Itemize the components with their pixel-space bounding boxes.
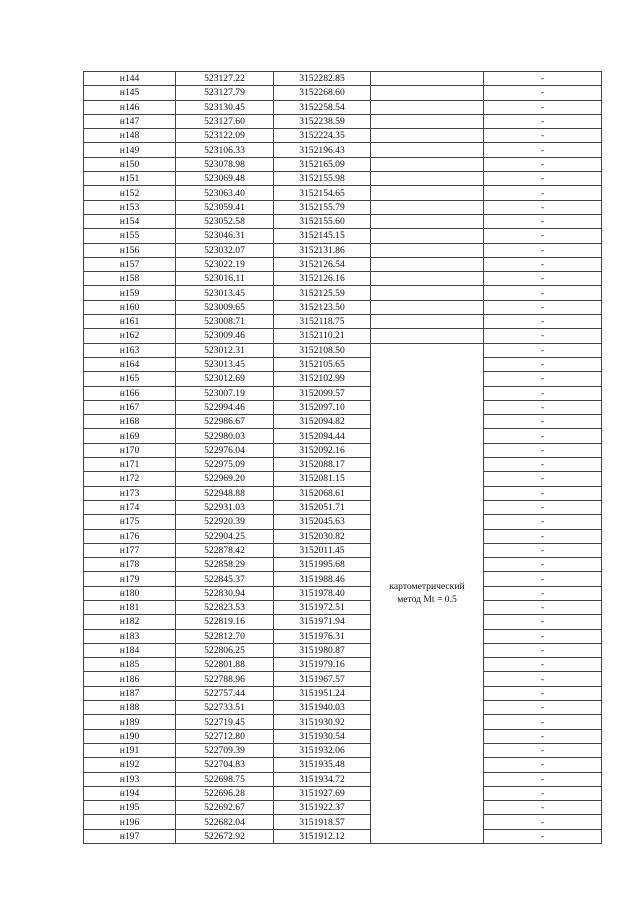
y-coordinate-cell: 3152131.86 xyxy=(274,243,371,257)
y-coordinate-cell: 3152155.60 xyxy=(274,214,371,228)
point-name-cell: н158 xyxy=(84,272,176,286)
y-coordinate-cell: 3152118.75 xyxy=(274,315,371,329)
x-coordinate-cell: 523046.31 xyxy=(176,229,274,243)
dash-cell: - xyxy=(484,343,602,357)
y-coordinate-cell: 3151935.48 xyxy=(274,758,371,772)
table-row xyxy=(84,172,602,186)
y-coordinate-cell: 3152099.57 xyxy=(274,386,371,400)
x-coordinate-cell: 522858.29 xyxy=(176,558,274,572)
method-cell-empty xyxy=(371,129,484,143)
y-coordinate-cell: 3152126.16 xyxy=(274,272,371,286)
x-coordinate-cell: 523063.40 xyxy=(176,186,274,200)
table-row xyxy=(84,572,602,586)
point-name-cell: н146 xyxy=(84,100,176,114)
point-name-cell: н193 xyxy=(84,772,176,786)
point-name-cell: н178 xyxy=(84,558,176,572)
y-coordinate-cell: 3152126.54 xyxy=(274,257,371,271)
dash-cell: - xyxy=(484,400,602,414)
x-coordinate-cell: 523009.65 xyxy=(176,300,274,314)
x-coordinate-cell: 522757.44 xyxy=(176,686,274,700)
x-coordinate-cell: 523012.31 xyxy=(176,343,274,357)
point-name-cell: н144 xyxy=(84,72,176,86)
x-coordinate-cell: 523009.46 xyxy=(176,329,274,343)
point-name-cell: н157 xyxy=(84,257,176,271)
x-coordinate-cell: 523069.48 xyxy=(176,172,274,186)
table-row xyxy=(84,701,602,715)
table-row xyxy=(84,272,602,286)
table-row xyxy=(84,415,602,429)
point-name-cell: н166 xyxy=(84,386,176,400)
point-name-cell: н148 xyxy=(84,129,176,143)
dash-cell: - xyxy=(484,543,602,557)
dash-cell: - xyxy=(484,672,602,686)
point-name-cell: н186 xyxy=(84,672,176,686)
x-coordinate-cell: 523127.79 xyxy=(176,86,274,100)
dash-cell: - xyxy=(484,443,602,457)
point-name-cell: н182 xyxy=(84,615,176,629)
point-name-cell: н172 xyxy=(84,472,176,486)
x-coordinate-cell: 523032.07 xyxy=(176,243,274,257)
table-row xyxy=(84,558,602,572)
x-coordinate-cell: 523016.11 xyxy=(176,272,274,286)
point-name-cell: н174 xyxy=(84,500,176,514)
point-name-cell: н156 xyxy=(84,243,176,257)
dash-cell: - xyxy=(484,701,602,715)
y-coordinate-cell: 3152125.59 xyxy=(274,286,371,300)
dash-cell: - xyxy=(484,458,602,472)
table-row xyxy=(84,157,602,171)
y-coordinate-cell: 3152051.71 xyxy=(274,500,371,514)
point-name-cell: н192 xyxy=(84,758,176,772)
table-row xyxy=(84,672,602,686)
dash-cell: - xyxy=(484,558,602,572)
x-coordinate-cell: 522904.25 xyxy=(176,529,274,543)
dash-cell: - xyxy=(484,386,602,400)
y-coordinate-cell: 3151922.37 xyxy=(274,801,371,815)
point-name-cell: н151 xyxy=(84,172,176,186)
method-accuracy: метод Mt = 0.5 xyxy=(397,594,457,606)
x-coordinate-cell: 523052.58 xyxy=(176,214,274,228)
table-row xyxy=(84,686,602,700)
dash-cell: - xyxy=(484,229,602,243)
y-coordinate-cell: 3152165.09 xyxy=(274,157,371,171)
y-coordinate-cell: 3152030.82 xyxy=(274,529,371,543)
table-row xyxy=(84,343,602,357)
table-row xyxy=(84,386,602,400)
table-row xyxy=(84,743,602,757)
y-coordinate-cell: 3152258.54 xyxy=(274,100,371,114)
table-row xyxy=(84,372,602,386)
dash-cell: - xyxy=(484,715,602,729)
y-coordinate-cell: 3152123.50 xyxy=(274,300,371,314)
dash-cell: - xyxy=(484,772,602,786)
dash-cell: - xyxy=(484,586,602,600)
y-coordinate-cell: 3151967.57 xyxy=(274,672,371,686)
x-coordinate-cell: 522698.75 xyxy=(176,772,274,786)
method-cell-empty xyxy=(371,157,484,171)
method-cell xyxy=(371,343,484,843)
x-coordinate-cell: 522819.16 xyxy=(176,615,274,629)
method-cell-empty xyxy=(371,286,484,300)
x-coordinate-cell: 522692.67 xyxy=(176,801,274,815)
y-coordinate-cell: 3151972.51 xyxy=(274,600,371,614)
dash-cell: - xyxy=(484,300,602,314)
method-cell-empty xyxy=(371,214,484,228)
point-name-cell: н187 xyxy=(84,686,176,700)
x-coordinate-cell: 523106.33 xyxy=(176,143,274,157)
y-coordinate-cell: 3151934.72 xyxy=(274,772,371,786)
method-name: картометрический xyxy=(389,581,465,593)
method-cell-empty xyxy=(371,86,484,100)
table-row xyxy=(84,829,602,843)
table-row xyxy=(84,329,602,343)
point-name-cell: н168 xyxy=(84,415,176,429)
point-name-cell: н149 xyxy=(84,143,176,157)
x-coordinate-cell: 522788.96 xyxy=(176,672,274,686)
table-row xyxy=(84,758,602,772)
y-coordinate-cell: 3151927.69 xyxy=(274,786,371,800)
y-coordinate-cell: 3151912.12 xyxy=(274,829,371,843)
dash-cell: - xyxy=(484,758,602,772)
y-coordinate-cell: 3152155.79 xyxy=(274,200,371,214)
coordinates-document xyxy=(83,71,598,845)
point-name-cell: н181 xyxy=(84,600,176,614)
x-coordinate-cell: 522969.20 xyxy=(176,472,274,486)
x-coordinate-cell: 523059.41 xyxy=(176,200,274,214)
table-row xyxy=(84,257,602,271)
table-row xyxy=(84,529,602,543)
y-coordinate-cell: 3152108.50 xyxy=(274,343,371,357)
y-coordinate-cell: 3152105.65 xyxy=(274,357,371,371)
table-row xyxy=(84,429,602,443)
y-coordinate-cell: 3151971.94 xyxy=(274,615,371,629)
x-coordinate-cell: 523013.45 xyxy=(176,357,274,371)
table-row xyxy=(84,815,602,829)
coordinates-table xyxy=(83,71,602,844)
y-coordinate-cell: 3152045.63 xyxy=(274,515,371,529)
table-row xyxy=(84,801,602,815)
x-coordinate-cell: 522845.37 xyxy=(176,572,274,586)
dash-cell: - xyxy=(484,600,602,614)
y-coordinate-cell: 3151995.68 xyxy=(274,558,371,572)
point-name-cell: н152 xyxy=(84,186,176,200)
dash-cell: - xyxy=(484,372,602,386)
x-coordinate-cell: 522948.88 xyxy=(176,486,274,500)
y-coordinate-cell: 3152154.65 xyxy=(274,186,371,200)
y-coordinate-cell: 3152088.17 xyxy=(274,458,371,472)
dash-cell: - xyxy=(484,743,602,757)
dash-cell: - xyxy=(484,815,602,829)
method-cell-empty xyxy=(371,243,484,257)
x-coordinate-cell: 522712.80 xyxy=(176,729,274,743)
point-name-cell: н145 xyxy=(84,86,176,100)
dash-cell: - xyxy=(484,286,602,300)
dash-cell: - xyxy=(484,415,602,429)
method-cell-empty xyxy=(371,72,484,86)
y-coordinate-cell: 3151932.06 xyxy=(274,743,371,757)
x-coordinate-cell: 523078.98 xyxy=(176,157,274,171)
dash-cell: - xyxy=(484,272,602,286)
point-name-cell: н159 xyxy=(84,286,176,300)
y-coordinate-cell: 3151930.54 xyxy=(274,729,371,743)
x-coordinate-cell: 522994.46 xyxy=(176,400,274,414)
point-name-cell: н171 xyxy=(84,458,176,472)
x-coordinate-cell: 522920.39 xyxy=(176,515,274,529)
x-coordinate-cell: 522704.83 xyxy=(176,758,274,772)
table-row xyxy=(84,300,602,314)
table-row xyxy=(84,315,602,329)
y-coordinate-cell: 3152081.15 xyxy=(274,472,371,486)
table-row xyxy=(84,458,602,472)
y-coordinate-cell: 3151979.16 xyxy=(274,658,371,672)
table-row xyxy=(84,515,602,529)
table-row xyxy=(84,500,602,514)
point-name-cell: н190 xyxy=(84,729,176,743)
dash-cell: - xyxy=(484,315,602,329)
point-name-cell: н161 xyxy=(84,315,176,329)
dash-cell: - xyxy=(484,100,602,114)
method-cell-empty xyxy=(371,300,484,314)
dash-cell: - xyxy=(484,658,602,672)
dash-cell: - xyxy=(484,157,602,171)
x-coordinate-cell: 523130.45 xyxy=(176,100,274,114)
method-cell-empty xyxy=(371,143,484,157)
x-coordinate-cell: 523127.60 xyxy=(176,114,274,128)
y-coordinate-cell: 3152145.15 xyxy=(274,229,371,243)
dash-cell: - xyxy=(484,72,602,86)
table-row xyxy=(84,658,602,672)
dash-cell: - xyxy=(484,243,602,257)
method-cell-empty xyxy=(371,229,484,243)
table-row xyxy=(84,286,602,300)
point-name-cell: н155 xyxy=(84,229,176,243)
dash-cell: - xyxy=(484,86,602,100)
dash-cell: - xyxy=(484,529,602,543)
point-name-cell: н189 xyxy=(84,715,176,729)
table-row xyxy=(84,86,602,100)
x-coordinate-cell: 522672.92 xyxy=(176,829,274,843)
dash-cell: - xyxy=(484,643,602,657)
y-coordinate-cell: 3151976.31 xyxy=(274,629,371,643)
x-coordinate-cell: 522733.51 xyxy=(176,701,274,715)
coordinates-table-body xyxy=(84,72,602,844)
table-row xyxy=(84,615,602,629)
x-coordinate-cell: 522878.42 xyxy=(176,543,274,557)
table-row xyxy=(84,200,602,214)
table-row xyxy=(84,72,602,86)
point-name-cell: н170 xyxy=(84,443,176,457)
y-coordinate-cell: 3151980.87 xyxy=(274,643,371,657)
table-row xyxy=(84,715,602,729)
y-coordinate-cell: 3151978.40 xyxy=(274,586,371,600)
point-name-cell: н167 xyxy=(84,400,176,414)
point-name-cell: н185 xyxy=(84,658,176,672)
x-coordinate-cell: 523007.19 xyxy=(176,386,274,400)
y-coordinate-cell: 3152068.61 xyxy=(274,486,371,500)
table-row xyxy=(84,443,602,457)
x-coordinate-cell: 523122.09 xyxy=(176,129,274,143)
point-name-cell: н169 xyxy=(84,429,176,443)
table-row xyxy=(84,100,602,114)
point-name-cell: н163 xyxy=(84,343,176,357)
dash-cell: - xyxy=(484,129,602,143)
y-coordinate-cell: 3151930.92 xyxy=(274,715,371,729)
table-row xyxy=(84,186,602,200)
x-coordinate-cell: 522823.53 xyxy=(176,600,274,614)
x-coordinate-cell: 522976.04 xyxy=(176,443,274,457)
table-row xyxy=(84,472,602,486)
table-row xyxy=(84,229,602,243)
x-coordinate-cell: 523022.19 xyxy=(176,257,274,271)
point-name-cell: н180 xyxy=(84,586,176,600)
dash-cell: - xyxy=(484,629,602,643)
dash-cell: - xyxy=(484,357,602,371)
y-coordinate-cell: 3152102.99 xyxy=(274,372,371,386)
x-coordinate-cell: 523127.22 xyxy=(176,72,274,86)
point-name-cell: н197 xyxy=(84,829,176,843)
method-cell-empty xyxy=(371,114,484,128)
dash-cell: - xyxy=(484,500,602,514)
point-name-cell: н147 xyxy=(84,114,176,128)
point-name-cell: н160 xyxy=(84,300,176,314)
table-row xyxy=(84,114,602,128)
point-name-cell: н195 xyxy=(84,801,176,815)
table-row xyxy=(84,643,602,657)
y-coordinate-cell: 3151988.46 xyxy=(274,572,371,586)
point-name-cell: н176 xyxy=(84,529,176,543)
table-row xyxy=(84,486,602,500)
dash-cell: - xyxy=(484,486,602,500)
y-coordinate-cell: 3151918.57 xyxy=(274,815,371,829)
point-name-cell: н188 xyxy=(84,701,176,715)
table-row xyxy=(84,543,602,557)
method-cell-empty xyxy=(371,257,484,271)
x-coordinate-cell: 522980.03 xyxy=(176,429,274,443)
x-coordinate-cell: 522682.04 xyxy=(176,815,274,829)
dash-cell: - xyxy=(484,329,602,343)
point-name-cell: н194 xyxy=(84,786,176,800)
point-name-cell: н175 xyxy=(84,515,176,529)
dash-cell: - xyxy=(484,729,602,743)
method-cell-empty xyxy=(371,172,484,186)
x-coordinate-cell: 522806.25 xyxy=(176,643,274,657)
table-row xyxy=(84,400,602,414)
y-coordinate-cell: 3152092.16 xyxy=(274,443,371,457)
x-coordinate-cell: 523008.71 xyxy=(176,315,274,329)
point-name-cell: н177 xyxy=(84,543,176,557)
y-coordinate-cell: 3151951.24 xyxy=(274,686,371,700)
y-coordinate-cell: 3152224.35 xyxy=(274,129,371,143)
table-row xyxy=(84,243,602,257)
x-coordinate-cell: 523012.69 xyxy=(176,372,274,386)
dash-cell: - xyxy=(484,172,602,186)
point-name-cell: н173 xyxy=(84,486,176,500)
point-name-cell: н162 xyxy=(84,329,176,343)
y-coordinate-cell: 3152011.45 xyxy=(274,543,371,557)
x-coordinate-cell: 522812.70 xyxy=(176,629,274,643)
x-coordinate-cell: 522986.67 xyxy=(176,415,274,429)
x-coordinate-cell: 522719.45 xyxy=(176,715,274,729)
y-coordinate-cell: 3152110.21 xyxy=(274,329,371,343)
point-name-cell: н153 xyxy=(84,200,176,214)
dash-cell: - xyxy=(484,186,602,200)
y-coordinate-cell: 3152097.10 xyxy=(274,400,371,414)
point-name-cell: н165 xyxy=(84,372,176,386)
point-name-cell: н179 xyxy=(84,572,176,586)
dash-cell: - xyxy=(484,257,602,271)
table-row xyxy=(84,143,602,157)
point-name-cell: н184 xyxy=(84,643,176,657)
method-cell-empty xyxy=(371,272,484,286)
x-coordinate-cell: 522709.39 xyxy=(176,743,274,757)
dash-cell: - xyxy=(484,214,602,228)
dash-cell: - xyxy=(484,572,602,586)
point-name-cell: н191 xyxy=(84,743,176,757)
y-coordinate-cell: 3152238.59 xyxy=(274,114,371,128)
table-row xyxy=(84,129,602,143)
y-coordinate-cell: 3152196.43 xyxy=(274,143,371,157)
table-row xyxy=(84,629,602,643)
point-name-cell: н183 xyxy=(84,629,176,643)
table-row xyxy=(84,600,602,614)
table-row xyxy=(84,729,602,743)
x-coordinate-cell: 522801.88 xyxy=(176,658,274,672)
dash-cell: - xyxy=(484,615,602,629)
method-cell-empty xyxy=(371,186,484,200)
dash-cell: - xyxy=(484,686,602,700)
table-row xyxy=(84,586,602,600)
point-name-cell: н154 xyxy=(84,214,176,228)
table-row xyxy=(84,772,602,786)
dash-cell: - xyxy=(484,472,602,486)
dash-cell: - xyxy=(484,429,602,443)
y-coordinate-cell: 3152094.44 xyxy=(274,429,371,443)
dash-cell: - xyxy=(484,786,602,800)
point-name-cell: н196 xyxy=(84,815,176,829)
dash-cell: - xyxy=(484,200,602,214)
point-name-cell: н150 xyxy=(84,157,176,171)
y-coordinate-cell: 3152094.82 xyxy=(274,415,371,429)
dash-cell: - xyxy=(484,829,602,843)
x-coordinate-cell: 522696.28 xyxy=(176,786,274,800)
method-cell-empty xyxy=(371,200,484,214)
y-coordinate-cell: 3152268.60 xyxy=(274,86,371,100)
x-coordinate-cell: 522830.94 xyxy=(176,586,274,600)
dash-cell: - xyxy=(484,515,602,529)
table-row xyxy=(84,214,602,228)
table-row xyxy=(84,786,602,800)
x-coordinate-cell: 522931.03 xyxy=(176,500,274,514)
y-coordinate-cell: 3152282.85 xyxy=(274,72,371,86)
x-coordinate-cell: 523013.45 xyxy=(176,286,274,300)
table-row xyxy=(84,357,602,371)
method-cell-empty xyxy=(371,100,484,114)
point-name-cell: н164 xyxy=(84,357,176,371)
dash-cell: - xyxy=(484,801,602,815)
dash-cell: - xyxy=(484,143,602,157)
method-cell-empty xyxy=(371,315,484,329)
x-coordinate-cell: 522975.09 xyxy=(176,458,274,472)
dash-cell: - xyxy=(484,114,602,128)
y-coordinate-cell: 3151940.03 xyxy=(274,701,371,715)
method-cell-empty xyxy=(371,329,484,343)
y-coordinate-cell: 3152155.98 xyxy=(274,172,371,186)
